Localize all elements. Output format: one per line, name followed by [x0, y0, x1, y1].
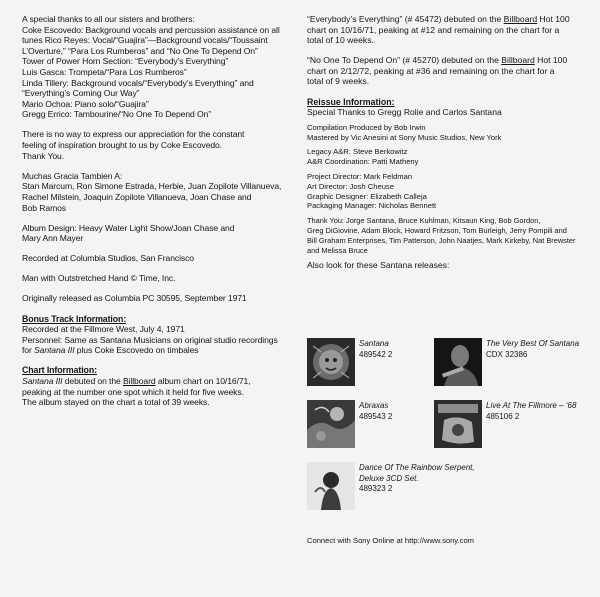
thank-you-line: and Melissa Bruce [307, 245, 368, 255]
project-line: Graphic Designer: Elizabeth Calleja [307, 191, 427, 201]
album-catalog: 485106 2 [486, 411, 520, 421]
noone-pre: “No One To Depend On” (# 45270) debuted on the [307, 55, 502, 66]
muchas-line: Muchas Gracia Tambien A: [22, 170, 123, 181]
muchas-line: Stan Marcum, Ron Simone Estrada, Herbie, Juan Zopilote Villanueva, [22, 181, 282, 192]
album-catalog: CDX 32386 [486, 349, 528, 359]
reissue-thanks: Special Thanks to Gregg Rolie and Carlos Santana [307, 107, 502, 118]
compilation-line: Compilation Produced by Bob Irwin [307, 122, 426, 132]
everybody-line [307, 14, 587, 25]
album-item-abraxas [307, 400, 447, 450]
bonus-line: Recorded at the Fillmore West, July 4, 1971 [22, 324, 185, 335]
legacy-line: A&R Coordination: Patti Matheny [307, 157, 419, 167]
appreciation-line: Thank You. [22, 150, 65, 161]
compilation-block [307, 123, 587, 143]
legacy-line: Legacy A&R: Steve Berkowitz [307, 147, 408, 157]
noone-line: total of 9 weeks. [307, 76, 370, 87]
noone-line [307, 55, 587, 66]
everybody-post: Hot 100 [537, 14, 570, 24]
appreciation-line: feeling of inspiration brought to us by Coke Escovedo. [22, 140, 223, 151]
album-cover-rainbow-serpent [307, 462, 355, 510]
thanks-line: tunes Rico Reyes: Vocal/“Guajira”—Background vocals/“Toussaint [22, 35, 268, 46]
thanks-line: A special thanks to all our sisters and brothers: [22, 14, 195, 24]
guitarist-cover-art-icon [434, 338, 482, 386]
album-title: Live At The Fillmore – ‘68 [486, 401, 577, 410]
bonus-line [22, 345, 292, 356]
thanks-line: Coke Escovedo: Background vocals and percussion assistance on all [22, 24, 280, 35]
noone-line: chart on 2/12/72, peaking at #36 and remaining on the chart for a [307, 65, 555, 76]
muchas-line: Bob Ramos [22, 202, 66, 213]
album-design-line: Album Design: Heavy Water Light Show/Joan Chase and [22, 222, 235, 233]
thanks-line: Linda Tillery: Background vocals/“Everybody’s Everything” and [22, 77, 254, 88]
appreciation-block [22, 129, 292, 161]
thank-you-line: Greg DiGiovine, Adam Block, Howard Fritzson, Tom Burleigh, Jerry Pompili and [307, 225, 567, 235]
album-item-live-fillmore [434, 400, 584, 450]
billboard-label: Billboard [123, 376, 156, 387]
man-outstretched-line: Man with Outstretched Hand © Time, Inc. [22, 273, 176, 284]
album-design-line: Mary Ann Mayer [22, 233, 84, 244]
everybody-line: chart on 10/16/71, peaking at #12 and remaining on the chart for a [307, 24, 560, 35]
album-grid [307, 338, 587, 518]
abraxas-cover-art-icon [307, 400, 355, 448]
connect-line: Connect with Sony Online at http://www.sony.com [307, 536, 474, 545]
thanks-line: L’Overture,” “Para Los Rumberos” and “No One To Depend On” [22, 45, 258, 56]
bonus-line: Personnel: Same as Santana Musicians on original studio recordings [22, 334, 278, 345]
album-info [486, 401, 582, 422]
album-info [486, 339, 582, 360]
recorded-line: Recorded at Columbia Studios, San Francisco [22, 253, 194, 264]
muchas-line: Rachel Milstein, Joaquin Zopilote Villanueva, Joan Chase and [22, 191, 252, 202]
chart-line: peaking at the number one spot which it held for five weeks. [22, 386, 244, 397]
album-title: Dance Of The Rainbow Serpent, [359, 463, 475, 472]
noone-chart-block [307, 55, 587, 87]
thanks-line: Mario Ochoa: Piano solo/“Guajira” [22, 98, 149, 109]
muchas-gracias-block [22, 171, 292, 213]
thanks-line: Gregg Errico: Tambourine/“No One To Depend On” [22, 109, 212, 120]
everybody-line: total of 10 weeks. [307, 35, 374, 46]
right-column [307, 14, 587, 271]
album-item-rainbow-serpent [307, 462, 507, 512]
thank-you-line: Bill Graham Enterprises, Tim Patterson, John Naatjes, Mark Kirkeby, Nat Brewster [307, 235, 576, 245]
originally-released-line: Originally released as Columbia PC 30595, September 1971 [22, 293, 247, 304]
chart-heading: Chart Information: [22, 365, 97, 376]
album-item-very-best [434, 338, 584, 388]
album-catalog: 489323 2 [359, 484, 393, 494]
album-catalog: 489543 2 [359, 411, 393, 421]
thanks-block [22, 14, 292, 120]
billboard-label: Billboard [501, 55, 535, 66]
serpent-cover-art-icon [307, 462, 355, 510]
legacy-block [307, 147, 587, 167]
album-cover-very-best [434, 338, 482, 386]
album-title-italic: Santana III [22, 376, 63, 387]
noone-post: Hot 100 [534, 55, 568, 66]
album-design-block [22, 223, 292, 244]
album-catalog: 489542 2 [359, 349, 393, 359]
appreciation-line: There is no way to express our appreciation for the constant [22, 129, 245, 140]
album-item-santana [307, 338, 447, 388]
bonus-track-block [22, 314, 292, 356]
thanks-line: Luis Gasca: Trompeta/“Para Los Rumberos” [22, 66, 187, 77]
project-line: Packaging Manager: Nicholas Bennett [307, 201, 437, 211]
project-line: Art Director: Josh Cheuse [307, 181, 394, 191]
project-block [307, 172, 587, 211]
chart-line-rest: album chart on 10/16/71, [155, 376, 251, 387]
thanks-line: Tower of Power Horn Section: “Everybody’s Everything” [22, 56, 229, 67]
album-cover-live-fillmore [434, 400, 482, 448]
chart-line [22, 376, 292, 387]
album-info [359, 463, 509, 495]
lion-cover-art-icon [307, 338, 355, 386]
chart-line: The album stayed on the chart a total of 39 weeks. [22, 397, 210, 408]
album-title: Santana [359, 339, 389, 348]
also-look-line: Also look for these Santana releases: [307, 260, 450, 271]
bonus-prefix: for [22, 345, 35, 356]
thank-you-line: Thank You: Jorge Santana, Bruce Kuhlman, Kitsaun King, Bob Gordon, [307, 216, 541, 226]
album-title: The Very Best Of Santana [486, 339, 580, 348]
album-cover-santana [307, 338, 355, 386]
thank-you-block [307, 216, 587, 255]
album-title-line2: Deluxe 3CD Set. [359, 473, 419, 483]
album-title-italic: Santana III [34, 345, 75, 356]
everybody-chart-block [307, 14, 587, 46]
album-cover-abraxas [307, 400, 355, 448]
bonus-heading: Bonus Track Information: [22, 313, 127, 324]
everybody-pre: “Everybody’s Everything” (# 45472) debuted on the [307, 14, 504, 24]
fillmore-cover-art-icon [434, 400, 482, 448]
thanks-line: “Everything’s Coming Our Way” [22, 88, 140, 99]
billboard-label: Billboard [503, 14, 538, 24]
bonus-rest: plus Coke Escovedo on timbales [74, 345, 199, 356]
left-column [22, 14, 292, 408]
chart-line-mid: debuted on the [62, 376, 123, 387]
compilation-line: Mastered by Vic Anesini at Sony Music Studios, New York [307, 132, 502, 142]
album-title: Abraxas [359, 401, 389, 410]
reissue-heading: Reissue Information: [307, 96, 395, 107]
project-line: Project Director: Mark Feldman [307, 171, 413, 181]
chart-info-block [22, 365, 292, 407]
